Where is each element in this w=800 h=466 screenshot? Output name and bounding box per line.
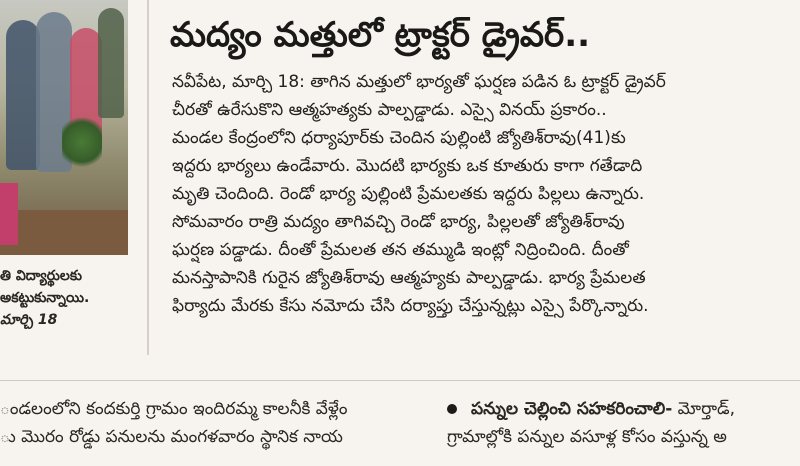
bottom-left-article	[0, 395, 420, 451]
bottom-right-line	[447, 395, 800, 423]
bottom-right-lead: పన్నుల చెల్లించి సహకరించాలి-	[471, 399, 673, 419]
column-divider	[147, 0, 149, 355]
bottom-left-line: ండలంలోని కందకుర్తి గ్రామం ఇందిరమ్మ కాలనీకి వేళ్లేం	[0, 399, 348, 419]
photo-person	[6, 20, 40, 170]
article-body	[172, 68, 792, 320]
photo-wall	[0, 210, 128, 255]
article-line: నవీపేట, మార్చి 18: తాగిన మత్తులో భార్యతో ఘర్షణ పడిన ఓ ట్రాక్టర్ డ్రైవర్	[172, 72, 666, 92]
article-line: మృతి చెందింది. రెండో భార్య పుల్లింటి ప్రేమలతకు ఇద్దరు పిల్లలు ఉన్నారు.	[172, 184, 645, 204]
article-headline: మద్యం మత్తులో ట్రాక్టర్ డ్రైవర్..	[170, 15, 591, 55]
caption-line: తి విద్యార్థులకు	[0, 268, 82, 284]
article-line: మండల కేంద్రంలోని ధర్యాపూర్‌కు చెందిన పుల్లింటి జ్యోతిశ్‌రావు(41)కు	[172, 128, 626, 148]
bullet-icon	[447, 404, 457, 414]
article-line: సోమవారం రాత్రి మద్యం తాగివచ్చి రెండో భార్య, పిల్లలతో జ్యోతిశ్‌రావు	[172, 212, 625, 232]
article-line: ఫిర్యాదు మేరకు కేసు నమోదు చేసి దర్యాప్తు చేస్తున్నట్లు ఎస్సై పేర్కొన్నారు.	[172, 296, 649, 316]
photo-person	[98, 8, 124, 118]
article-line: మనస్తాపానికి గురైన జ్యోతిశ్‌రావు ఆత్మహ్యకు పాల్పడ్డాడు. భార్య ప్రేమలత	[172, 268, 646, 288]
article-line: ఇద్దరు భార్యలు ఉండేవారు. మొదటి భార్యకు ఒక కూతురు కాగా గతేడాది	[172, 156, 643, 176]
caption-line: మార్చి 18	[0, 312, 58, 328]
caption-line: అకట్టుకున్నాయి.	[0, 290, 90, 306]
section-divider	[0, 380, 800, 381]
bottom-right-article	[447, 395, 800, 451]
bottom-right-line: గ్రామాల్లోకి పన్నుల వసూళ్ల కోసం వస్తున్న అ	[447, 427, 727, 447]
bottom-right-lead-rest: మోర్తాడ్,	[672, 399, 736, 419]
bottom-left-line: ు మొరం రోడ్డు పనులను మంగళవారం స్థానిక నాయ	[0, 427, 343, 447]
photo-caption	[0, 265, 140, 331]
article-line: చీరతో ఉరేసుకొని ఆత్మహత్యకు పాల్పడ్డాడు. ఎస్సై వినయ్ ప్రకారం..	[172, 100, 607, 120]
news-photo	[0, 0, 128, 255]
photo-plant	[62, 112, 102, 172]
photo-pink-cloth	[0, 183, 18, 245]
article-line: ఘర్షణ పడ్డాడు. దీంతో ప్రేమలత తన తమ్ముడి ఇంట్లో నిద్రించింది. దీంతో	[172, 240, 629, 260]
